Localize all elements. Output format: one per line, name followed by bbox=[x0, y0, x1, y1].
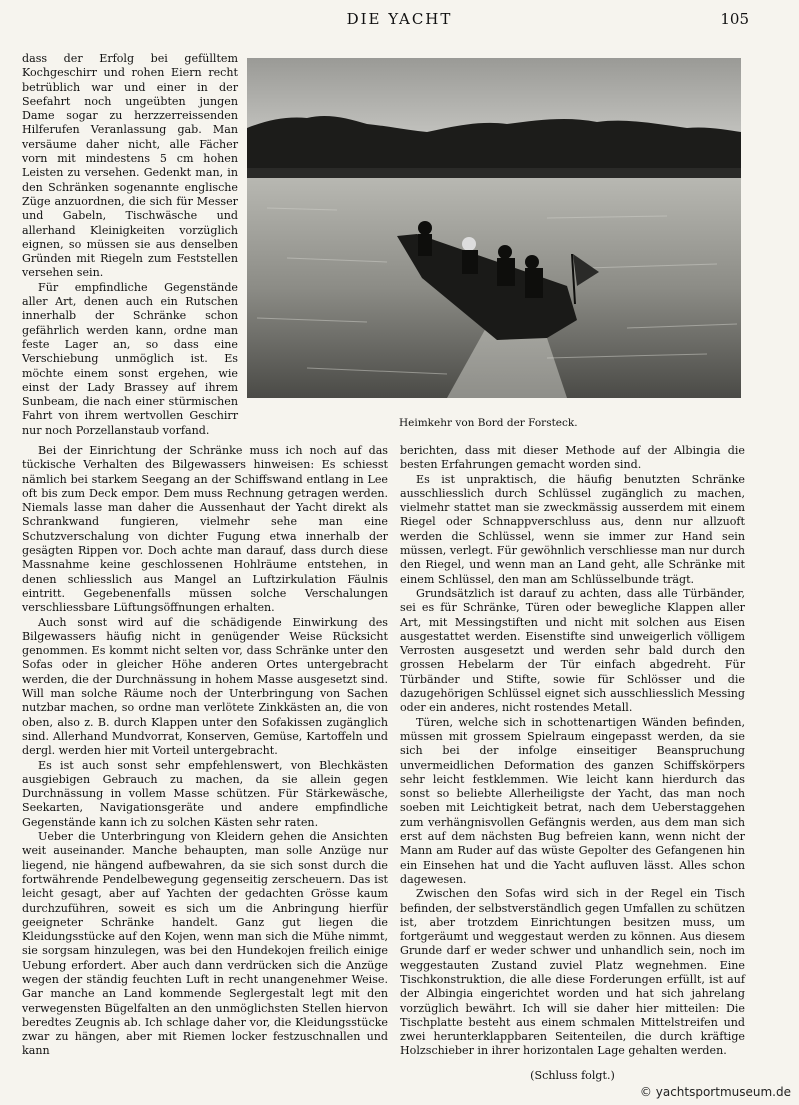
photo-illustration bbox=[247, 58, 741, 398]
page-header bbox=[0, 8, 799, 32]
shoreline bbox=[247, 168, 741, 178]
photo-caption: Heimkehr von Bord der Forsteck. bbox=[399, 417, 578, 429]
boat-photo bbox=[247, 58, 741, 398]
watermark: © yachtsportmuseum.de bbox=[639, 1085, 791, 1099]
paragraph: Es ist unpraktisch, die häufig benutzten Schränke ausschliesslich durch Schlüssel zugänglich zu machen, vielmehr stattet man sie zweckmässig ausserdem mit einem Riegel oder Schnappverschluss aus, denn nur allzuoft werden die Schlüssel, wenn sie immer zur Hand sein müssen, verlegt. Für gewöhnlich verschliesse man nur durch den Riegel, und wenn man an Land geht, alle Schränke mit einem Schlüssel, den man am Schlüsselbunde trägt. bbox=[400, 472, 745, 586]
paragraph: Zwischen den Sofas wird sich in der Regel ein Tisch befinden, der selbstverständlich gegen Umfallen zu schützen ist, aber trotzdem Einrichtungen besitzen muss, um fortgeräumt und weggestaut werden zu können. Aus diesem Grunde darf er weder schwer und unhandlich sein, noch im weggestauten Zustand zuviel Platz wegnehmen. Eine Tischkonstruktion, die alle diese Forderungen erfüllt, ist auf der Albingia eingerichtet worden und hat sich jahrelang vorzüglich bewährt. Ich will sie daher hier mitteilen: Die Tischplatte besteht aus einem schmalen Mittelstreifen und zwei herunterklappbaren Seitenteilen, die durch kräftige Holzschieber in ihrer horizontalen Lage gehalten werden. bbox=[400, 887, 745, 1058]
left-bottom-column bbox=[22, 444, 388, 1059]
closing-note: (Schluss folgt.) bbox=[530, 1068, 615, 1082]
paragraph: Bei der Einrichtung der Schränke muss ich noch auf das tückische Verhalten des Bilgewassers hinweisen: Es schiesst nämlich bei starkem Seegang an der Schiffswand entlang in Lee oft bis zum Deck empor. Dem muss Rechnung getragen werden. Niemals lasse man daher die Aussenhaut der Yacht direkt als Schrankwand fungieren, vielmehr sehe man eine Schutzverschalung von dichter Fugung etwa innerhalb der gesägten Rippen vor. Doch achte man darauf, dass durch diese Massnahme keine geschlossenen Hohlräume entstehen, in denen schliesslich aus Mangel an Luftzirkulation Fäulnis eintritt. Gegebenenfalls müssen solche Verschalungen verschliessbare Lüftungsöffnungen erhalten. bbox=[22, 444, 388, 615]
running-title: DIE YACHT bbox=[346, 10, 453, 28]
paragraph: berichten, dass mit dieser Methode auf der Albingia die besten Erfahrungen gemacht worden sind. bbox=[400, 444, 745, 472]
paragraph: Ueber die Unterbringung von Kleidern gehen die Ansichten weit auseinander. Manche behaupten, man solle Anzüge nur liegend, nie hängend aufbewahren, da sie sich sonst durch die fortwährende Pendelbewegung gegenseitig zerscheuern. Das ist leicht gesagt, aber auf Yachten der gedachten Grösse kaum durchzuführen, soweit es sich um die Anbringung hierfür geeigneter Schränke handelt. Ganz gut liegen die Kleidungsstücke auf den Kojen, wenn man sich die Mühe nimmt, sie sorgsam hinzulegen, was bei den Hundekojen freilich einige Uebung erfordert. Aber auch dann verdrücken sich die Anzüge wegen der ständig feuchten Luft in recht unangenehmer Weise. Gar manche an Land kommende Seglergestalt legt mit den verwegensten Bügelfalten an den unmöglichsten Stellen hiervon beredtes Zeugnis ab. Ich schlage daher vor, die Kleidungsstücke zwar zu hängen, aber mit Riemen locker festzuschnallen und kann bbox=[22, 830, 388, 1058]
paragraph: Es ist auch sonst sehr empfehlenswert, von Blechkästen ausgiebigen Gebrauch zu machen, da sie allein gegen Durchnässung in vollem Masse schützen. Für Stärkewäsche, Seekarten, Navigationsgeräte und andere empfindliche Gegenstände kann ich zu solchen Kästen sehr raten. bbox=[22, 758, 388, 829]
paragraph: Für empfindliche Gegenstände aller Art, denen auch ein Rutschen innerhalb der Schränke schon gefährlich werden kann, ordne man feste Lager an, so dass eine Verschiebung unmöglich ist. Es möchte einem sonst ergehen, wie einst der Lady Brassey auf ihrem Sunbeam, die nach einer stürmischen Fahrt von ihrem wertvollen Geschirr nur noch Porzellanstaub vorfand. bbox=[22, 280, 238, 437]
paragraph: dass der Erfolg bei gefülltem Kochgeschirr und rohen Eiern recht betrüblich war und einer in der Seefahrt noch ungeübten jungen Dame sogar zu herzzerreissenden Hilferufen Veranlassung gab. Man versäume daher nicht, alle Fächer vorn mit mindestens 5 cm hohen Leisten zu versehen. Gedenkt man, in den Schränken sogenannte englische Züge anzuordnen, die sich für Messer und Gabeln, Tischwäsche und allerhand Kleinigkeiten vorzüglich eignen, so müssen sie aus denselben Gründen mit Riegeln zum Feststellen versehen sein. bbox=[22, 52, 238, 280]
paragraph: Grundsätzlich ist darauf zu achten, dass alle Türbänder, sei es für Schränke, Türen oder bewegliche Klappen aller Art, mit Messingstiften und nicht mit solchen aus Eisen ausgestattet werden. Eisenstifte sind unweigerlich völligem Verrosten ausgesetzt und werden sehr bald durch den grossen Hebelarm der Tür einfach abgedreht. Für Türbänder und Stifte, sowie für Schlösser und die dazugehörigen Schlüssel eignet sich ausschliesslich Messing oder ein anderes, nicht rostendes Metall. bbox=[400, 586, 745, 715]
right-bottom-column bbox=[400, 444, 745, 1083]
paragraph: Türen, welche sich in schottenartigen Wänden befinden, müssen mit grossem Spielraum eingepasst werden, da sie sich bei der infolge einseitiger Beanspruchung unvermeidlichen Deformation des ganzen Schiffskörpers sehr leicht festklemmen. Wie leicht kann hierdurch das sonst so beliebte Allerheiligste der Yacht, das man noch soeben mit Leichtigkeit betrat, nach dem Ueberstaggehen zum verhängnisvollen Gefängnis werden, aus dem man sich erst auf dem nächsten Bug befreien kann, wenn nicht der Mann am Ruder auf das wüste Gepolter des Gefangenen hin ein Einsehen hat und die Yacht aufluven lässt. Alles schon dagewesen. bbox=[400, 715, 745, 886]
left-top-column bbox=[22, 52, 238, 438]
paragraph: Auch sonst wird auf die schädigende Einwirkung des Bilgewassers häufig nicht in genügender Weise Rücksicht genommen. Es kommt nicht selten vor, dass Schränke unter den Sofas oder in gleicher Höhe anderen Ortes untergebracht werden, die der Durchnässung in hohem Masse ausgesetzt sind. Will man solche Räume noch der Unterbringung von Sachen nutzbar machen, so ordne man verlötete Zinkkästen an, die von oben, also z. B. durch Klappen unter den Sofakissen zugänglich sind. Allerhand Mundvorrat, Konserven, Gemüse, Kartoffeln und dergl. werden hier mit Vorteil untergebracht. bbox=[22, 615, 388, 758]
page-number: 105 bbox=[720, 10, 749, 28]
